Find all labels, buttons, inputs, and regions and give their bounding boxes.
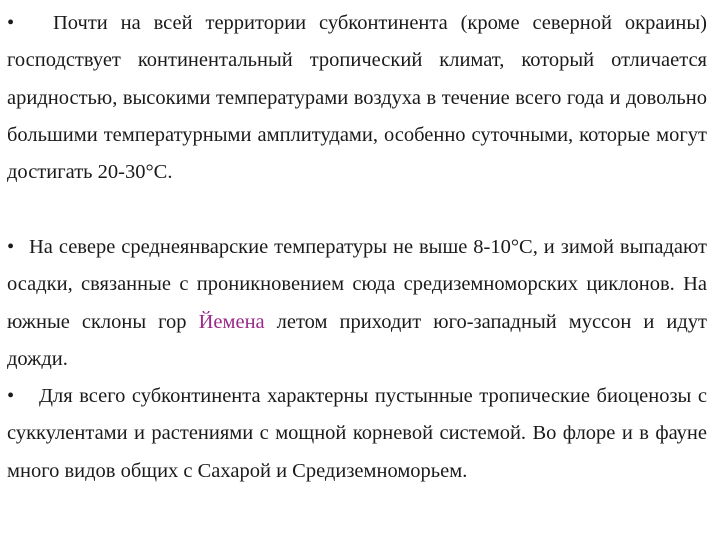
paragraph-north: [7, 229, 707, 378]
paragraph-text: Для всего субконтинента характерны пустынные тропические биоценозы с суккулентами и растениями с мощной корневой системой. Во флоре и в фауне много видов общих с Сахарой и Средиземноморьем.: [7, 385, 707, 482]
bullet-icon: •: [7, 236, 15, 258]
bullet-icon: •: [7, 385, 15, 407]
paragraph-text-continued: летом приходит юго-западный муссон и идут дожди.: [7, 310, 707, 370]
paragraph-text: Почти на всей территории субконтинента (кроме северной окраины) господствует континентальный тропический климат, который отличается аридностью, высокими температурами воздуха в течение всего года и довольно большими температурными амплитудами, особенно суточными, которые могут достигать 20-30°С.: [7, 12, 707, 184]
yemen-link[interactable]: Йемена: [198, 310, 265, 333]
paragraph-climate: [7, 5, 707, 191]
paragraph-biocenoses: [7, 378, 707, 490]
bullet-icon: •: [7, 12, 15, 34]
paragraph-text: На севере среднеянварские температуры не выше 8-10°С, и зимой выпадают осадки, связанные с проникновением сюда средиземноморских циклонов. На южные склоны гор: [7, 236, 707, 333]
